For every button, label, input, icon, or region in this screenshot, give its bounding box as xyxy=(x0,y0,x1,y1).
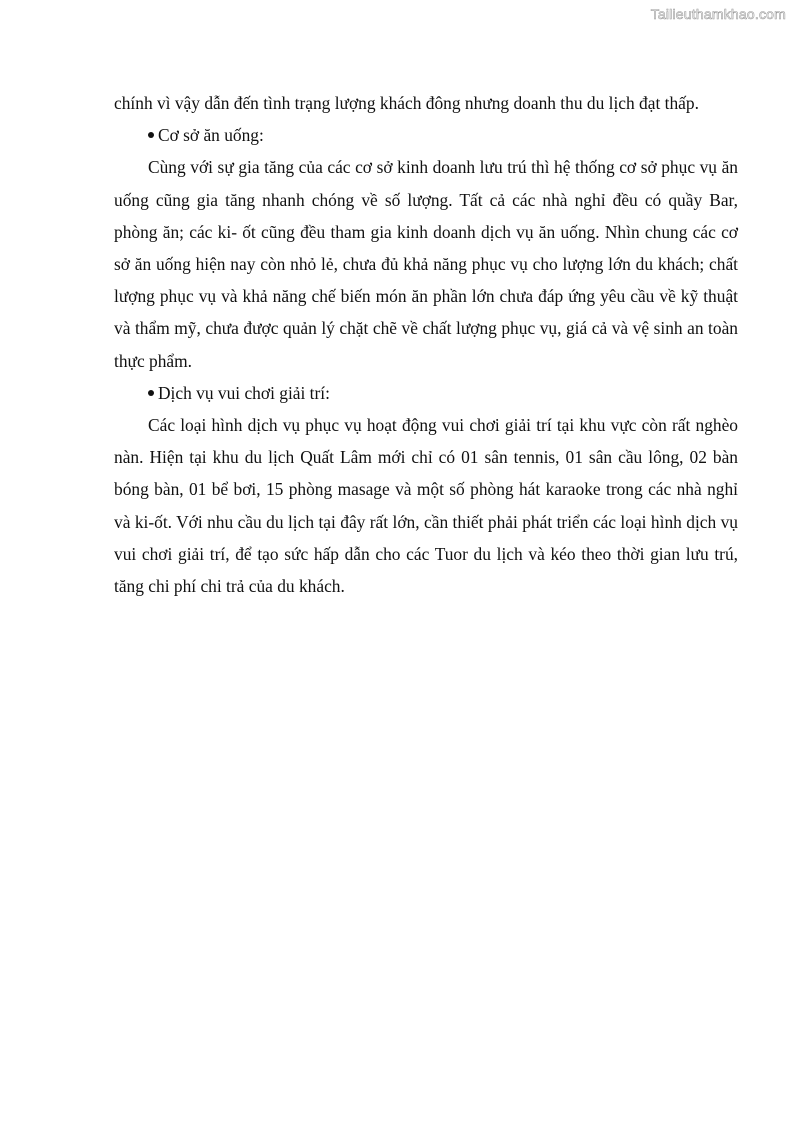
paragraph-entertainment: Các loại hình dịch vụ phục vụ hoạt động vui chơi giải trí tại khu vực còn rất nghèo nàn. Hiện tại khu du lịch Quất Lâm mới chỉ có 01 sân tennis, 01 sân cầu lông, 02 bàn bóng bàn, 01 bể bơi, 15 phòng masage và một số phòng hát karaoke trong các nhà nghỉ và ki-ốt. Với nhu cầu du lịch tại đây rất lớn, cần thiết phải phát triển các loại hình dịch vụ vui chơi giải trí, để tạo sức hấp dẫn cho các Tuor du lịch và kéo theo thời gian lưu trú, tăng chi phí chi trả của du khách. xyxy=(114,415,738,597)
dining-heading xyxy=(114,119,738,151)
entertainment-heading-text: Dịch vụ vui chơi giải trí: xyxy=(158,382,330,403)
entertainment-heading xyxy=(114,377,738,409)
bullet-icon xyxy=(148,390,154,396)
paragraph-continuation: chính vì vậy dẫn đến tình trạng lượng khách đông nhưng doanh thu du lịch đạt thấp. xyxy=(114,93,699,113)
watermark: Tailieuthamkhao.com xyxy=(650,6,786,22)
document-body xyxy=(114,87,738,602)
bullet-icon xyxy=(148,132,154,138)
paragraph-dining: Cùng với sự gia tăng của các cơ sở kinh doanh lưu trú thì hệ thống cơ sở phục vụ ăn uống cũng gia tăng nhanh chóng về số lượng. Tất cả các nhà nghỉ đều có quầy Bar, phòng ăn; các ki- ốt cũng đều tham gia kinh doanh dịch vụ ăn uống. Nhìn chung các cơ sở ăn uống hiện nay còn nhỏ lẻ, chưa đủ khả năng phục vụ cho lượng lớn du khách; chất lượng phục vụ và khả năng chế biến món ăn phần lớn chưa đáp ứng yêu cầu về kỹ thuật và thẩm mỹ, chưa được quản lý chặt chẽ về chất lượng phục vụ, giá cả và vệ sinh an toàn thực phẩm. xyxy=(114,157,738,371)
dining-heading-text: Cơ sở ăn uống: xyxy=(158,125,264,146)
